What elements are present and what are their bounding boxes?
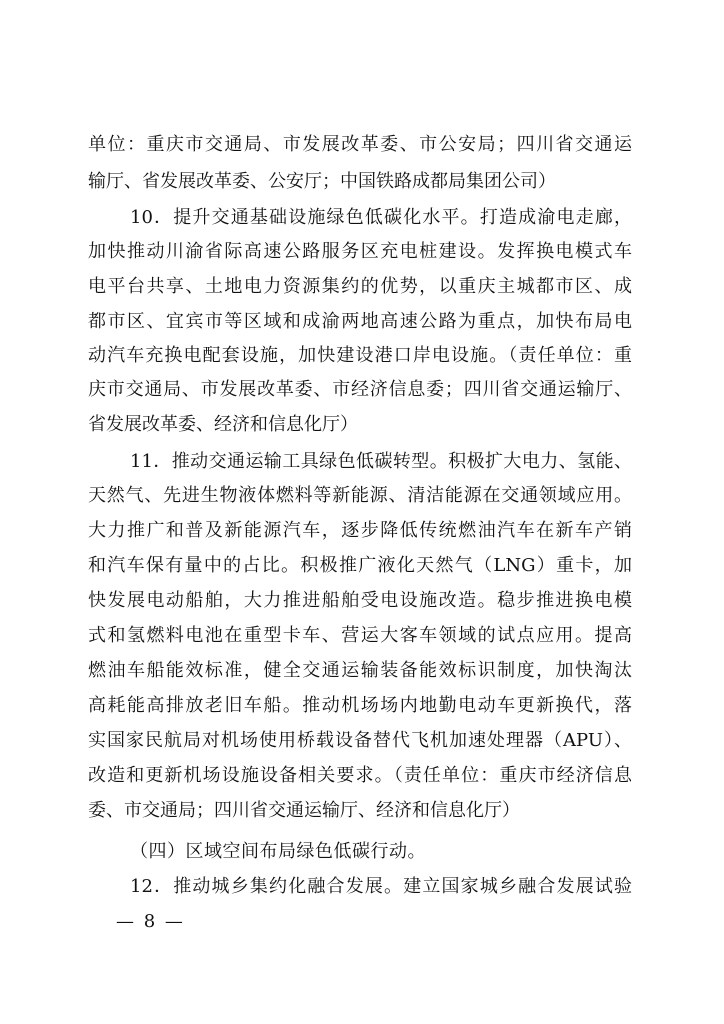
item-10-title-line: 10．提升交通基础设施绿色低碳化水平。打造成渝电走廊， [130,207,632,228]
paragraph-line: 式和氢燃料电池在重型卡车、营运大客车领域的试点应用。提高 [88,625,632,646]
paragraph-line: 快发展电动船舶，大力推进船舶受电设施改造。稳步推进换电模 [88,590,632,611]
paragraph-line: 庆市交通局、市发展改革委、市经济信息委；四川省交通运输厅、 [88,379,632,400]
paragraph-line: 天然气、先进生物液体燃料等新能源、清洁能源在交通领域应用。 [88,485,632,506]
paragraph-line: 大力推广和普及新能源汽车，逐步降低传统燃油汽车在新车产销 [88,520,632,541]
item-12-title-line: 12．推动城乡集约化融合发展。建立国家城乡融合发展试验 [130,876,632,897]
paragraph-line: 输厅、省发展改革委、公安厅；中国铁路成都局集团公司） [88,171,556,192]
paragraph-line: 加快推动川渝省际高速公路服务区充电桩建设。发挥换电模式车 [88,241,632,262]
paragraph-line: 委、市交通局；四川省交通运输厅、经济和信息化厅） [88,800,520,821]
item-11-title-line: 11．推动交通运输工具绿色低碳转型。积极扩大电力、氢能、 [130,451,632,472]
paragraph-line: 单位：重庆市交通局、市发展改革委、市公安局；四川省交通运 [88,134,632,155]
paragraph-line: 动汽车充换电配套设施，加快建设港口岸电设施。（责任单位：重 [88,345,632,366]
section-heading: （四）区域空间布局绿色低碳行动。 [130,841,426,862]
page-number: — 8 — [116,911,185,932]
paragraph-line: 高耗能高排放老旧车船。推动机场场内地勤电动车更新换代，落 [88,695,632,716]
paragraph-line: 电平台共享、土地电力资源集约的优势，以重庆主城都市区、成 [88,276,632,297]
paragraph-line: 改造和更新机场设施设备相关要求。（责任单位：重庆市经济信息 [88,765,632,786]
paragraph-line: 燃油车船能效标准，健全交通运输装备能效标识制度，加快淘汰 [88,660,632,681]
paragraph-line: 省发展改革委、经济和信息化厅） [88,414,358,435]
paragraph-line: 实国家民航局对机场使用桥载设备替代飞机加速处理器（APU）、 [88,730,632,751]
paragraph-line: 和汽车保有量中的占比。积极推广液化天然气（LNG）重卡，加 [88,555,632,576]
paragraph-line: 都市区、宜宾市等区域和成渝两地高速公路为重点，加快布局电 [88,311,632,332]
